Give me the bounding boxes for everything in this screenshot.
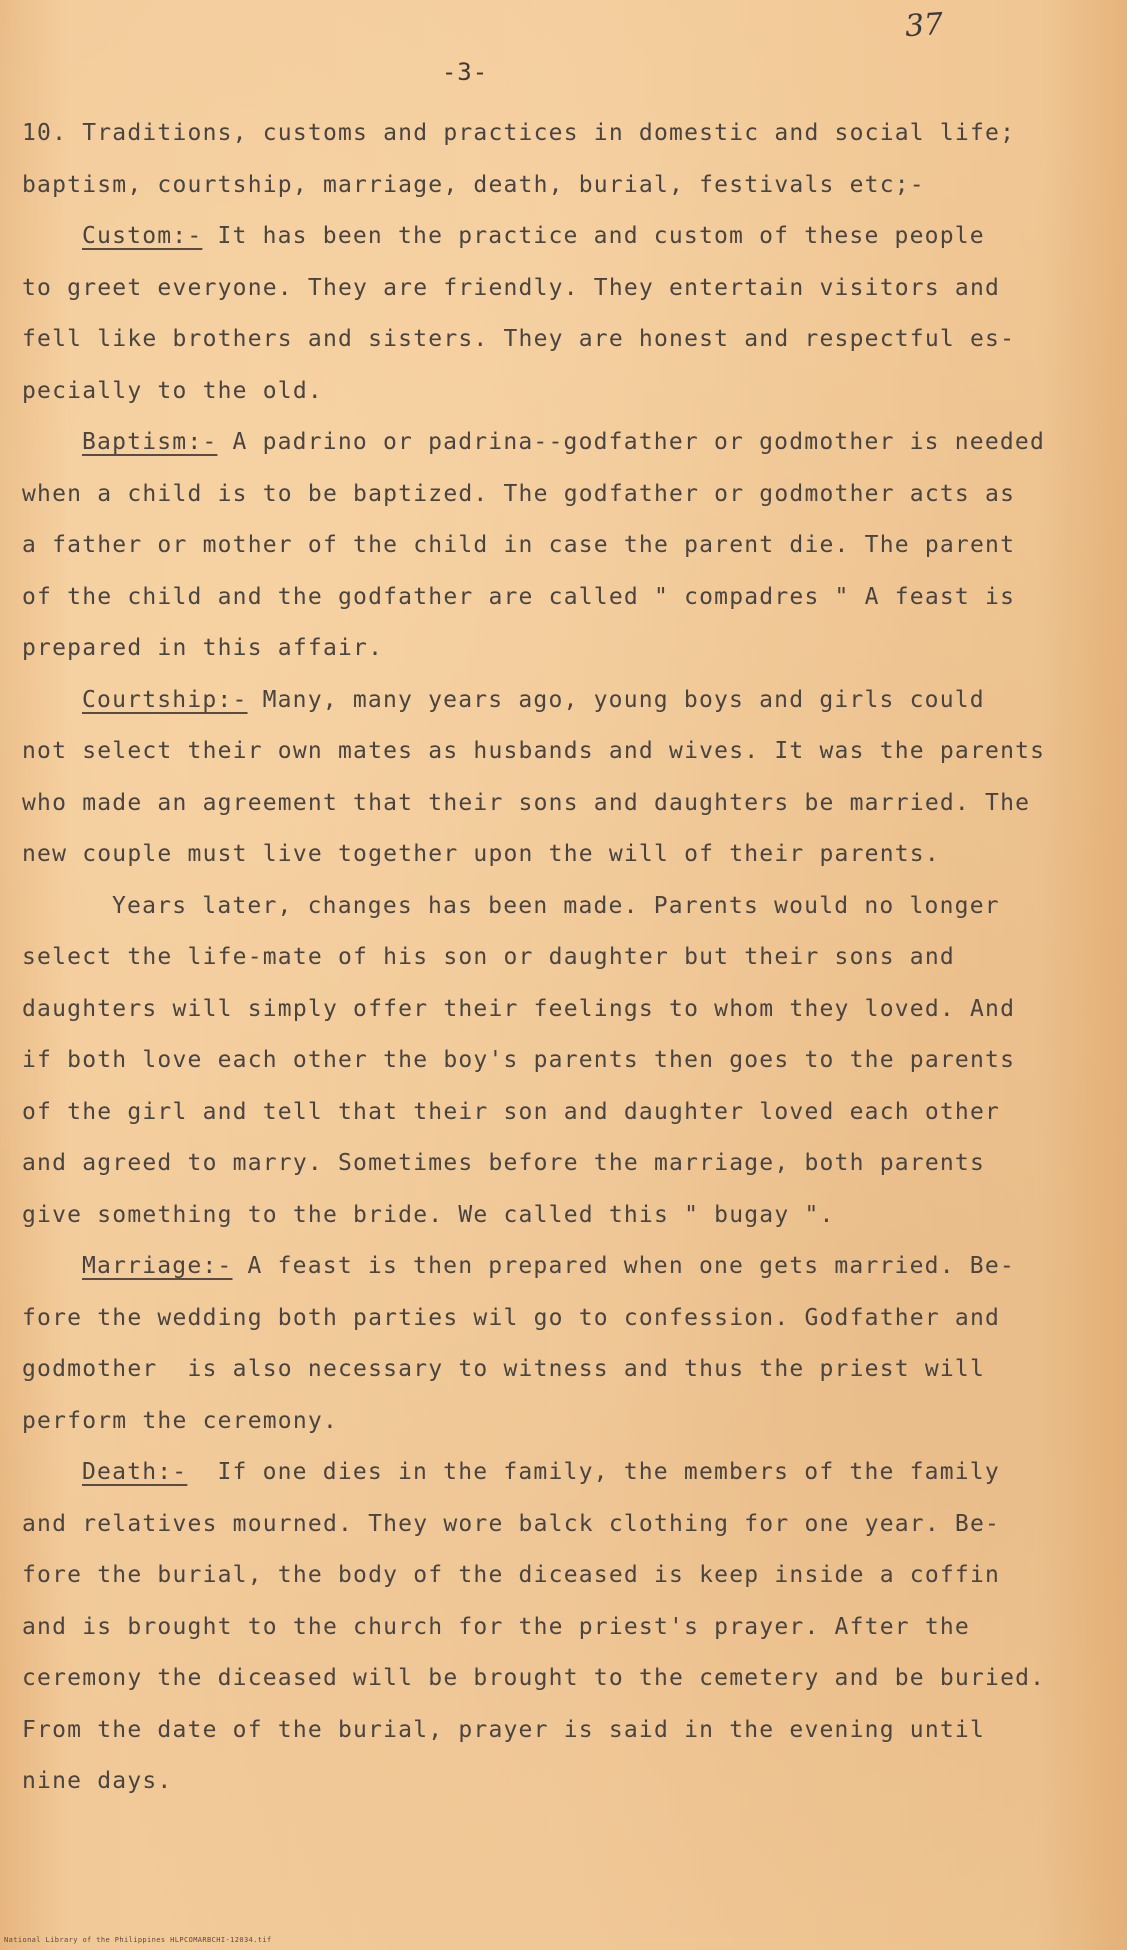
courtship-line: give something to the bride. We called this " bugay ".	[22, 1201, 835, 1228]
courtship-label: Courtship:-	[82, 686, 248, 713]
courtship-line: and agreed to marry. Sometimes before the marriage, both parents	[22, 1150, 986, 1176]
marriage-line: A feast is then prepared when one gets married. Be-	[232, 1253, 1015, 1279]
marriage-label: Marriage:-	[82, 1253, 233, 1279]
marriage-line: godmother is also necessary to witness and thus the priest will	[22, 1356, 986, 1382]
death-paragraph-first-line	[22, 1447, 1092, 1499]
marriage-line: fore the wedding both parties wil go to confession. Godfather and	[22, 1304, 1001, 1331]
custom-line: fell like brothers and sisters. They are honest and respectful es-	[22, 326, 1016, 352]
archive-footer: National Library of the Philippines HLPCOMARBCHI-12034.tif	[4, 1936, 272, 1944]
death-label: Death:-	[82, 1459, 188, 1485]
death-line: nine days.	[22, 1768, 173, 1794]
document-body	[22, 108, 1092, 1808]
baptism-label: Baptism:-	[82, 429, 218, 455]
baptism-paragraph-first-line	[22, 417, 1092, 469]
death-line: fore the burial, the body of the diceased is keep inside a coffin	[22, 1562, 1001, 1588]
section-heading-line2: baptism, courtship, marriage, death, burial, festivals etc;-	[22, 171, 925, 198]
death-line: If one dies in the family, the members of the family	[187, 1459, 1000, 1485]
courtship-line: not select their own mates as husbands and wives. It was the parents	[22, 738, 1046, 764]
death-line: and is brought to the church for the priest's prayer. After the	[22, 1613, 970, 1640]
courtship-line: Many, many years ago, young boys and girls could	[247, 686, 985, 713]
handwritten-page-mark: 37	[903, 6, 945, 45]
marriage-paragraph-first-line	[22, 1241, 1092, 1293]
courtship-line: select the life-mate of his son or daughter but their sons and	[22, 944, 955, 970]
death-line: ceremony the diceased will be brought to the cemetery and be buried.	[22, 1665, 1046, 1691]
custom-label: Custom:-	[82, 223, 203, 249]
custom-line: It has been the practice and custom of these people	[202, 223, 985, 249]
death-line: From the date of the burial, prayer is said in the evening until	[22, 1716, 986, 1743]
custom-paragraph-first-line	[22, 211, 1092, 263]
baptism-line: when a child is to be baptized. The godfather or godmother acts as	[22, 480, 1016, 507]
baptism-line: prepared in this affair.	[22, 635, 384, 661]
custom-line: to greet everyone. They are friendly. They entertain visitors and	[22, 274, 1001, 301]
custom-line: pecially to the old.	[22, 377, 323, 404]
courtship-line: daughters will simply offer their feelings to whom they loved. And	[22, 995, 1016, 1022]
death-line: and relatives mourned. They wore balck clothing for one year. Be-	[22, 1510, 1001, 1537]
courtship-line: Years later, changes has been made. Parents would no longer	[112, 892, 1000, 919]
courtship-line: of the girl and tell that their son and daughter loved each other	[22, 1098, 1001, 1125]
section-heading: 10. Traditions, customs and practices in domestic and social life;	[22, 120, 1016, 146]
baptism-line: of the child and the godfather are called " compadres " A feast is	[22, 583, 1016, 610]
page-number: -3-	[441, 58, 489, 86]
courtship-line: if both love each other the boy's parents then goes to the parents	[22, 1047, 1016, 1073]
baptism-line: A padrino or padrina--godfather or godmother is needed	[217, 429, 1046, 455]
baptism-line: a father or mother of the child in case the parent die. The parent	[22, 532, 1016, 558]
courtship-paragraph-first-line	[22, 675, 1092, 727]
courtship-line: new couple must live together upon the will of their parents.	[22, 841, 940, 867]
marriage-line: perform the ceremony.	[22, 1407, 338, 1434]
courtship-line: who made an agreement that their sons and daughters be married. The	[22, 789, 1031, 816]
